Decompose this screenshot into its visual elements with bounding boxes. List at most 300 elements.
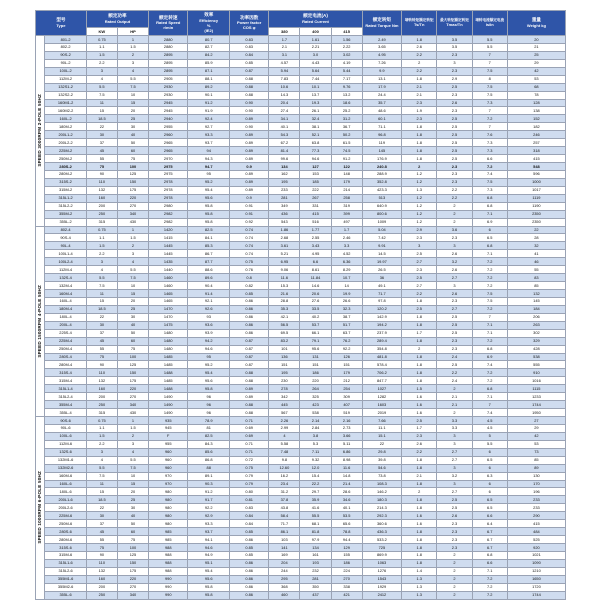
table-cell: 25 [117,305,148,313]
table-cell: 2.3 [402,432,437,440]
table-cell: 110 [86,559,117,567]
table-cell: 50 [117,329,148,337]
table-cell: 10.6 [269,83,300,91]
table-cell: 45 [86,147,117,155]
table-cell: 945 [149,424,188,432]
table-cell: 34.6 [331,496,362,504]
table-cell: 10.7 [331,274,362,282]
table-cell: 90.1 [188,91,229,99]
table-cell: 1420 [149,226,188,234]
table-cell: 11 [86,99,117,107]
table-cell: 2980 [149,202,188,210]
table-cell: 40 [117,512,148,520]
table-cell: 35.7 [362,99,401,107]
table-cell: 92.6 [188,305,229,313]
table-cell: 1027 [362,385,401,393]
table-cell: 0.87 [229,337,268,345]
table-cell: 970 [149,472,188,480]
table-cell: 35.3 [269,305,300,313]
table-cell: 0.89 [229,186,268,194]
table-cell: 6.5 [472,234,507,242]
table-cell: 5.04 [362,226,401,234]
table-cell: 2.3 [437,51,472,59]
table-cell: 988 [149,544,188,552]
table-cell: 160 [86,194,117,202]
table-cell: 2.7 [437,305,472,313]
table-cell: 96 [188,409,229,417]
table-cell: 2 [437,567,472,575]
table-cell: 180.3 [362,496,401,504]
table-cell: 0.75 [86,417,117,425]
table-cell: 1465 [149,290,188,298]
table-cell: 132 [86,377,117,385]
table-cell: 40 [117,321,148,329]
table-cell: 5.5 [86,464,117,472]
table-cell: 0.88 [229,75,268,83]
table-cell: 3 [437,440,472,448]
table-cell: 1.6 [402,512,437,520]
table-cell: 160 [86,575,117,583]
table-cell: 1210 [507,567,565,575]
table-cell: 2019 [362,409,401,417]
table-cell: 20 [117,107,148,115]
table-row [36,250,566,258]
table-cell: 847.7 [362,377,401,385]
table-cell: 40.1 [269,123,300,131]
table-cell: 86.8 [188,456,229,464]
table-cell: 267 [300,194,331,202]
table-cell: 37 [86,139,117,147]
table-cell: 14.5 [362,250,401,258]
table-cell: 41 [507,250,565,258]
table-cell: 1470 [149,313,188,321]
table-cell: 2960 [149,131,188,139]
table-cell: 349 [269,202,300,210]
table-cell: 415 [507,155,565,163]
motor-type-cell: 160M1-2 [45,99,87,107]
table-cell: 94.3 [188,155,229,163]
table-cell: 74.5 [331,147,362,155]
table-cell: 132 [507,290,565,298]
motor-type-cell: 112M-6 [45,440,87,448]
table-cell: 1.3 [402,186,437,194]
table-cell: 61.5 [331,139,362,147]
table-cell: 2970 [149,155,188,163]
table-cell: 2.73 [331,424,362,432]
table-row [36,361,566,369]
table-cell: 80.7 [188,36,229,44]
table-cell: 5.3 [300,440,331,448]
table-cell: 2 [437,202,472,210]
table-cell: 60 [117,337,148,345]
table-cell: 980 [149,504,188,512]
table-cell: 82.5 [188,432,229,440]
table-cell: 5 [472,432,507,440]
table-row [36,170,566,178]
table-cell: 258 [331,194,362,202]
motor-type-cell: 180L-4 [45,313,87,321]
table-cell: 2.5 [437,131,472,139]
table-cell: 7.2 [472,583,507,591]
motor-type-cell: 90S-6 [45,417,87,425]
table-cell: 36.7 [331,123,362,131]
table-cell: 2.9 [402,226,437,234]
table-cell: 315 [86,218,117,226]
table-cell: 4 [269,432,300,440]
table-cell: 90 [86,361,117,369]
table-row [36,432,566,440]
table-cell: 7.5 [117,464,148,472]
table-cell: 7.4 [472,170,507,178]
table-cell: 7.2 [472,163,507,171]
motor-spec-sheet [35,10,566,600]
motor-type-cell: 112M-2 [45,75,87,83]
table-cell: 2.3 [437,91,472,99]
table-cell: 445 [269,401,300,409]
table-cell: 2978 [149,186,188,194]
table-cell: 89 [507,464,565,472]
table-cell: 93.3 [188,131,229,139]
table-cell: 0.88 [229,401,268,409]
table-cell: 0.88 [229,369,268,377]
table-cell: 78 [507,91,565,99]
table-cell: 1.5 [117,424,148,432]
table-cell: 29 [507,59,565,67]
table-cell: 1.2 [402,178,437,186]
col-rated-speed-header: 额定转速 Rated Speed r/min [149,11,188,36]
table-cell: 230 [269,377,300,385]
table-row [36,75,566,83]
table-cell: 5.5 [472,36,507,44]
table-cell: 27.6 [300,297,331,305]
table-cell: 15.4 [300,472,331,480]
table-cell: 3 [86,258,117,266]
table-cell: 194.2 [362,321,401,329]
table-cell: 0.87 [229,67,268,75]
table-cell: 150 [117,178,148,186]
table-cell: 1017 [507,186,565,194]
table-cell: 5.5 [117,456,148,464]
table-cell: 3 [402,242,437,250]
table-cell: 175 [117,186,148,194]
table-row [36,488,566,496]
table-cell: 71.7 [269,520,300,528]
table-cell: 11 [86,480,117,488]
table-cell: 7 [472,107,507,115]
col-415v-subheader: 415 [331,28,362,36]
table-cell: 1.7 [331,226,362,234]
table-cell: 150 [117,559,148,567]
table-cell: 2975 [149,163,188,171]
table-cell: 4.5 [472,424,507,432]
speed-group-label-text: SPEED 1500RPM 4-POLE 50HZ [36,284,42,358]
table-cell: 6 [472,488,507,496]
table-cell: 92.7 [188,123,229,131]
table-cell: 3.3 [331,242,362,250]
table-cell: 4 [117,258,148,266]
table-cell: 2.21 [300,43,331,51]
table-cell: 7.2 [472,266,507,274]
motor-type-cell: 355M-4 [45,401,87,409]
table-cell: 415 [507,520,565,528]
speed-group-label-text: SPEED 3000RPM 2-POLE 50HZ [36,94,42,168]
table-cell: 1.7 [402,329,437,337]
table-cell: 0.87 [229,345,268,353]
table-cell: 3 [117,59,148,67]
table-row [36,186,566,194]
col-380v-subheader: 380 [269,28,300,36]
table-cell: 3.43 [300,242,331,250]
table-cell: 94.4 [331,536,362,544]
table-cell: 134 [300,544,331,552]
table-cell: 7.1 [472,210,507,218]
table-cell: 3 [437,59,472,67]
table-cell: 93.9 [188,329,229,337]
table-cell: 79.1 [300,337,331,345]
table-cell: 0.69 [229,424,268,432]
motor-type-cell: 112M-4 [45,266,87,274]
table-cell: 2.5 [402,305,437,313]
table-cell: 2.7 [437,456,472,464]
table-cell: 66.1 [300,329,331,337]
table-header [36,11,566,36]
table-cell: 0.84 [229,512,268,520]
table-cell: 0.85 [229,544,268,552]
table-row [36,536,566,544]
table-cell: 97.9 [300,536,331,544]
table-cell: 0.89 [229,131,268,139]
table-cell: 3.8 [300,432,331,440]
table-cell: 93 [188,313,229,321]
table-cell: 1435 [149,258,188,266]
table-row [36,551,566,559]
table-cell: 6.8 [472,242,507,250]
table-cell: 145 [507,297,565,305]
col-is-in-header: 堵转电流额定电流 Is/In [472,11,507,36]
table-cell: 119 [362,139,401,147]
table-cell: 6.86 [331,448,362,456]
table-cell: 55 [86,345,117,353]
table-cell: 1.8 [402,337,437,345]
table-cell: 39.8 [362,456,401,464]
table-cell: 0.89 [229,170,268,178]
table-cell: 2.6 [437,266,472,274]
table-cell: 331 [300,202,331,210]
table-cell: 1016 [507,377,565,385]
table-cell: F [149,432,188,440]
table-cell: 988 [149,559,188,567]
table-cell: 151 [269,361,300,369]
table-cell: 0.89 [229,147,268,155]
table-row [36,91,566,99]
table-cell: 1460 [149,282,188,290]
table-row [36,559,566,567]
table-cell: 250 [86,401,117,409]
table-cell: 95 [188,353,229,361]
table-cell: 5.64 [300,67,331,75]
table-cell: 54.3 [269,131,300,139]
table-cell: 32.3 [331,305,362,313]
table-cell: 1.77 [300,226,331,234]
table-cell: 2.3 [437,528,472,536]
table-cell: 2.3 [437,163,472,171]
motor-type-cell: 225M-4 [45,337,87,345]
table-cell: 2 [437,218,472,226]
table-cell: 36 [362,274,401,282]
table-row [36,115,566,123]
table-cell: 30 [117,123,148,131]
motor-type-cell: 250M-4 [45,345,87,353]
table-cell: 6.8 [472,202,507,210]
table-cell: 7.3 [472,139,507,147]
table-cell: 20 [117,488,148,496]
table-row [36,512,566,520]
table-cell: 985 [149,536,188,544]
table-cell: 1.3 [402,591,437,599]
table-cell: 1.5 [86,51,117,59]
table-cell: 48.6 [362,107,401,115]
table-cell: 2982 [149,218,188,226]
table-cell: 0.74 [229,234,268,242]
table-cell: 10.1 [300,83,331,91]
table-cell: 179 [331,178,362,186]
table-cell: 94.2 [188,337,229,345]
table-cell: 4.5 [472,417,507,425]
table-cell: 2.3 [437,234,472,242]
table-cell: 2.14 [300,417,331,425]
table-cell: 1009 [362,218,401,226]
table-cell: 2.2 [86,59,117,67]
table-cell: 0.9 [229,163,268,171]
motor-type-cell: 160M2-2 [45,107,87,115]
table-cell: 95.4 [188,567,229,575]
col-efficiency-header: 效率 Efficiency % (IE2) [188,11,229,36]
table-cell: 3.02 [331,51,362,59]
table-cell: 30 [86,131,117,139]
table-cell: 15 [117,99,148,107]
table-row [36,401,566,409]
motor-type-cell: 160M-4 [45,290,87,298]
table-row [36,409,566,417]
table-row [36,472,566,480]
motor-type-cell: 160L-2 [45,115,87,123]
table-cell: 7.3 [472,186,507,194]
table-cell: 7.5 [472,83,507,91]
table-cell: 82.5 [188,226,229,234]
table-cell: 91.2 [188,99,229,107]
table-cell: 7.5 [86,472,117,480]
table-cell: 2.2 [86,440,117,448]
motor-type-cell: 355L-4 [45,409,87,417]
table-cell: 1.2 [402,218,437,226]
table-cell: 1.7 [269,36,300,44]
table-cell: 60.1 [362,115,401,123]
table-cell: 2.1 [437,401,472,409]
table-cell: 2.5 [437,155,472,163]
table-cell: 10 [117,282,148,290]
table-cell: 988 [149,551,188,559]
table-row [36,67,566,75]
table-cell: 95.4 [188,186,229,194]
table-cell: 196 [507,488,565,496]
table-cell: 1445 [149,242,188,250]
table-cell: 1.5 [86,242,117,250]
table-cell: 0.85 [229,528,268,536]
table-cell: 2 [437,591,472,599]
table-cell: 220 [117,194,148,202]
table-cell: 7.2 [472,337,507,345]
table-cell: 3.61 [269,242,300,250]
table-cell: 555 [507,361,565,369]
table-cell: 2 [402,163,437,171]
table-cell: 264 [300,385,331,393]
table-cell: 86.1 [269,528,300,536]
table-cell: 2.2 [402,448,437,456]
table-cell: 153 [300,170,331,178]
table-cell: 5.44 [331,67,362,75]
table-cell: 120.2 [362,305,401,313]
table-cell: 6.6 [472,559,507,567]
table-cell: 7.2 [472,591,507,599]
table-cell: 14.6 [300,282,331,290]
table-cell: 2 [437,385,472,393]
motor-type-cell: 250M-2 [45,155,87,163]
table-cell: 96 [188,393,229,401]
table-cell: 94.9 [188,551,229,559]
table-cell: 15 [86,488,117,496]
table-cell: 43.8 [269,504,300,512]
table-cell: 338 [331,583,362,591]
table-cell: 7.5 [472,91,507,99]
table-cell: 31.2 [269,488,300,496]
table-cell: 407 [331,401,362,409]
motor-type-cell: 315L2-4 [45,393,87,401]
table-cell: 1.6 [402,393,437,401]
table-cell: 148 [331,170,362,178]
table-cell: 2 [437,409,472,417]
table-cell: 31.2 [331,115,362,123]
table-row [36,43,566,51]
table-cell: 17.9 [362,83,401,91]
table-cell: 18.5 [86,115,117,123]
table-cell: 319 [331,202,362,210]
table-cell: 3.2 [437,472,472,480]
motor-type-cell: 355L-2 [45,218,87,226]
table-cell: 1.8 [402,297,437,305]
table-cell: 436.3 [362,528,401,536]
table-cell: 63.7 [331,329,362,337]
table-cell: 1485 [149,353,188,361]
table-cell: 7.5 [117,83,148,91]
table-cell: 2.4 [437,377,472,385]
table-cell: 51.7 [331,321,362,329]
table-row [36,123,566,131]
table-cell: 329 [507,337,565,345]
table-cell: 2 [402,345,437,353]
table-cell: 2.49 [362,36,401,44]
table-cell: 38.7 [331,313,362,321]
table-cell: 1 [117,36,148,44]
table-row [36,496,566,504]
table-cell: 2.5 [437,496,472,504]
table-cell: 78.9 [188,417,229,425]
table-row [36,456,566,464]
table-cell: 145 [362,147,401,155]
table-cell: 20 [117,297,148,305]
motor-type-cell: 315S-2 [45,178,87,186]
table-cell: 68 [507,83,565,91]
col-rated-torque-header: 额定转矩 Rated Torque Nm [362,11,401,36]
